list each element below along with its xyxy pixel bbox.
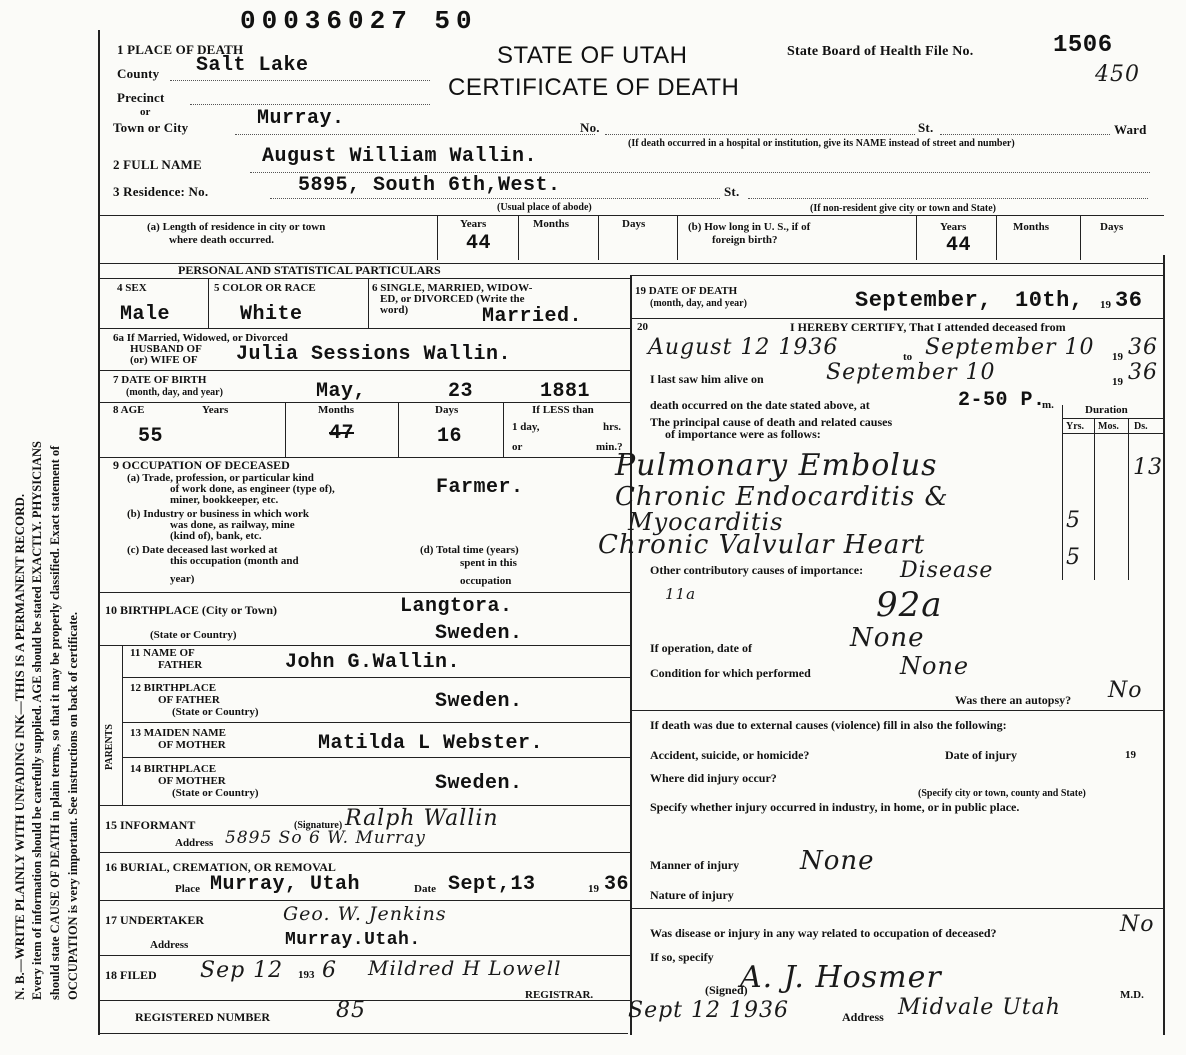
last-saw-year: 36 [1128,360,1158,385]
death-date-year-pre: 19 [1100,299,1111,311]
serial-number: 00036027 50 [240,6,478,36]
death-date-label-2: (month, day, and year) [650,298,747,309]
code-2: 92a [876,585,943,625]
town-value: Murray. [257,107,345,130]
res-b-box-1 [996,215,997,260]
certify-from: August 12 1936 [648,335,839,360]
res-a-box-left [437,215,438,260]
physician-sign-date: Sept 12 1936 [628,998,789,1023]
undertaker-label: 17 UNDERTAKER [105,913,205,927]
mother-birth-label-3: (State or Country) [172,787,259,799]
street-line [940,134,1110,135]
principal-1: The principal cause of death and related causes [650,415,893,429]
age-div-3 [503,402,504,457]
town-label: Town or City [113,120,189,135]
certify-20: 20 [637,321,648,333]
certify-to-year: 36 [1128,335,1158,360]
occupation-b-2: was done, as railway, mine [170,519,295,531]
external-causes: If death was due to external causes (violence) fill in also the following: [650,718,1007,732]
frame-right [1163,255,1165,1035]
dob-label-2: (month, day, and year) [126,387,223,398]
death-time-m: m. [1042,399,1054,411]
duration-label: Duration [1085,404,1128,416]
or-label: or [140,106,151,118]
res-a-box-2 [598,215,599,260]
instruction-line-3: should state CAUSE OF DEATH in plain terms, so that it may be properly classified. Exact statement of [48,445,62,1000]
res-b-box-2 [1080,215,1081,260]
rule-right-top [630,275,1164,276]
father-label-1: 11 NAME OF [130,647,195,659]
duration-rule-2 [1062,433,1164,434]
cause-4: Chronic Valvular Heart [598,530,926,560]
where-label: Where did injury occur? [650,771,777,785]
father-birth-label-2: OF FATHER [158,694,220,706]
personal-heading: PERSONAL AND STATISTICAL PARTICULARS [178,263,441,277]
condition-value: None [900,652,970,680]
certify-to-year-pre: 19 [1112,351,1123,363]
res-b-years-label: Years [940,221,967,233]
accident-label: Accident, suicide, or homicide? [650,748,810,762]
hospital-note: (If death occurred in a hospital or institution, give its NAME instead of street and number) [628,138,1015,149]
operation-label: If operation, date of [650,641,752,655]
rule-birthplace [98,645,630,646]
marital-label-3: word) [380,304,409,316]
informant-signature: Ralph Wallin [345,806,499,831]
autopsy-label: Was there an autopsy? [955,693,1072,707]
frame-bottom [98,1033,628,1034]
burial-label: 16 BURIAL, CREMATION, OR REMOVAL [105,860,336,874]
age-div-2 [398,402,399,457]
cause-3-years: 5 [1066,508,1081,533]
instruction-line-4: OCCUPATION is very important. See instructions on back of certificate. [66,611,80,1000]
physician-address-label: Address [842,1010,884,1024]
code-1: 11a [665,585,697,603]
occupation-value: Farmer. [436,476,524,499]
ward-label: Ward [1114,122,1147,137]
county-label: County [117,66,160,81]
res-b-box-left [916,215,917,260]
other-causes-label: Other contributory causes of importance: [650,563,864,577]
occupation-label: 9 OCCUPATION OF DECEASED [113,458,290,472]
manner-label: Manner of injury [650,858,740,872]
marital-value: Married. [482,305,583,328]
res-b-years: 44 [946,234,972,257]
instruction-line-1: N. B.—WRITE PLAINLY WITH UNFADING INK—THIS IS A PERMANENT RECORD. [12,493,27,1000]
death-date-label-1: 19 DATE OF DEATH [635,285,738,297]
full-name-line [250,172,1150,173]
rule-autopsy [630,710,1164,711]
birthplace-country: Sweden. [435,622,523,645]
burial-date: Sept,13 [448,873,536,896]
street-label: St. [918,120,934,135]
filed-year: 6 [322,958,337,983]
rule-father [122,677,630,678]
operation-value: None [850,623,925,653]
informant-sig-label: (Signature) [294,820,343,831]
certify-text: I HEREBY CERTIFY, That I attended deceased from [790,320,1066,334]
residence-value: 5895, South 6th,West. [298,174,561,197]
hrs-label: hrs. [603,421,622,433]
occupation-b-3: (kind of), bank, etc. [170,530,262,542]
md-label: M.D. [1120,989,1144,1001]
sex-value: Male [120,303,171,326]
last-saw-year-pre: 19 [1112,376,1123,388]
mother-value: Matilda L Webster. [318,732,544,755]
where-note: (Specify city or town, county and State) [918,788,1086,799]
informant-label: 15 INFORMANT [105,818,196,832]
age-years-label: Years [202,404,229,416]
autopsy-value: No [1108,678,1143,703]
spouse-label-2: HUSBAND OF [130,343,202,355]
town-line [235,134,595,135]
number-label: No. [580,120,600,135]
residence-b-label-1: (b) How long in U. S., if of [688,221,811,233]
birthplace-label: 10 BIRTHPLACE (City or Town) [105,603,278,617]
rule-father-birth [122,722,630,723]
parents-divider [122,645,123,805]
rule-informant [98,852,630,853]
certificate-title: CERTIFICATE OF DEATH [448,74,740,101]
mother-label-1: 13 MAIDEN NAME [130,727,226,739]
disease-answer: No [1120,912,1155,937]
residence-line [270,198,720,199]
min-label: min.? [596,441,623,453]
occupation-a-2: of work done, as engineer (type of), [170,483,335,495]
age-days-label: Days [435,404,459,416]
full-name-label: 2 FULL NAME [113,157,202,172]
occupation-d-3: occupation [460,575,512,587]
birthplace-country-label: (State or Country) [150,629,237,641]
full-name-value: August William Wallin. [262,145,538,168]
father-value: John G.Wallin. [285,651,461,674]
death-date-day: 10th, [1015,288,1084,313]
registrar-label: REGISTRAR. [525,989,594,1001]
residence-label: 3 Residence: No. [113,184,209,199]
file-number-handwritten: 450 [1095,62,1140,87]
cause-2: Chronic Endocarditis & [615,482,949,512]
burial-year: 36 [604,873,630,896]
color-divider [368,278,369,328]
dob-label-1: 7 DATE OF BIRTH [113,374,207,386]
age-div-1 [285,402,286,457]
instruction-line-2: Every item of information should be carefully supplied. AGE should be stated EXACTLY. PHYSICIANS [30,441,44,1000]
age-label: 8 AGE [113,404,145,416]
mother-label-2: OF MOTHER [158,739,226,751]
parents-side-label: PARENTS [104,724,115,770]
age-months-label: Months [318,404,355,416]
county-value: Salt Lake [196,54,309,77]
cause-1: Pulmonary Embolus [615,448,938,483]
color-label: 5 COLOR OR RACE [214,282,316,294]
duration-yrs: Yrs. [1066,421,1085,432]
duration-col-2 [1128,418,1129,580]
file-number: 1506 [1053,32,1113,59]
duration-rule [1062,418,1164,419]
spouse-label-1: 6a If Married, Widowed, or Divorced [113,332,288,344]
cause-4-years: 5 [1066,545,1081,570]
duration-col-1 [1094,418,1095,580]
father-label-2: FATHER [158,659,203,671]
center-divider [630,275,632,1035]
res-b-days-label: Days [1100,221,1124,233]
occupation-d-1: (d) Total time (years) [420,544,519,556]
non-resident-note: (If non-resident give city or town and State) [810,203,997,214]
or-label-age: or [512,441,523,453]
last-saw-label: I last saw him alive on [650,372,764,386]
marital-label-1: 6 SINGLE, MARRIED, WIDOW- [372,282,533,294]
sex-label: 4 SEX [117,282,147,294]
registered-number-label: REGISTERED NUMBER [135,1010,271,1024]
rule-mother [122,757,630,758]
informant-address: 5895 So 6 W. Murray [225,828,426,848]
undertaker-address: Murray.Utah. [285,930,421,950]
mother-birth-label-1: 14 BIRTHPLACE [130,763,217,775]
duration-ds: Ds. [1134,421,1148,432]
filed-date: Sep 12 [200,958,284,983]
death-time: 2-50 P. [958,389,1046,412]
number-line [605,134,915,135]
other-causes-value: Disease [900,558,994,583]
occurred-label: death occurred on the date stated above, at [650,398,870,412]
specify-injury: Specify whether injury occurred in industry, in home, or in public place. [650,800,1020,814]
age-years: 55 [138,425,164,448]
mother-birth-value: Sweden. [435,772,523,795]
rule-occupation [98,592,630,593]
less-than-2: 1 day, [512,421,540,433]
injury-year-label: 19 [1125,749,1136,761]
residence-street-label: St. [724,184,740,199]
dob-year: 1881 [540,380,591,403]
undertaker-value: Geo. W. Jenkins [283,903,447,925]
birthplace-city: Langtora. [400,595,513,618]
occupation-a-1: (a) Trade, profession, or particular kind [127,472,314,484]
file-number-label: State Board of Health File No. [787,44,974,59]
injury-date-label: Date of injury [945,748,1017,762]
disease-question: Was disease or injury in any way related to occupation of deceased? [650,926,997,940]
res-a-years: 44 [466,232,492,255]
usual-place-note: (Usual place of abode) [497,202,592,213]
place-of-death-label: 1 PLACE OF DEATH [117,42,244,57]
residence-b-label-2: foreign birth? [712,234,778,246]
certify-to-label: to [903,351,913,363]
father-birth-value: Sweden. [435,690,523,713]
res-a-years-label: Years [460,218,487,230]
res-b-months-label: Months [1013,221,1050,233]
death-date-month: September, [855,288,993,313]
if-so-label: If so, specify [650,950,714,964]
rule-burial [98,900,630,901]
marital-label-2: ED, or DIVORCED (Write the [380,293,525,305]
father-birth-label-1: 12 BIRTHPLACE [130,682,217,694]
sex-divider [208,278,209,328]
father-birth-label-3: (State or Country) [172,706,259,718]
occupation-c-3: year) [170,573,195,585]
manner-value: None [800,846,875,876]
informant-address-label: Address [175,837,214,849]
county-line [170,80,430,81]
spouse-label-3: (or) WIFE OF [130,354,198,366]
last-saw-date: September 10 [826,360,996,385]
rule-sex-row [98,328,630,329]
occupation-c-2: this occupation (month and [170,555,299,567]
occupation-c-1: (c) Date deceased last worked at [127,544,278,556]
frame-left [98,30,100,1035]
dob-month: May, [316,380,367,403]
precinct-label: Precinct [117,90,165,105]
duration-col-0 [1062,405,1063,580]
age-days: 16 [437,425,463,448]
condition-label: Condition for which performed [650,666,811,680]
res-a-box-1 [518,215,519,260]
res-a-box-3 [677,215,678,260]
rule-personal-heading [98,278,630,279]
occupation-b-1: (b) Industry or business in which work [127,508,309,520]
state-title: STATE OF UTAH [497,42,688,69]
certify-to: September 10 [925,335,1095,360]
age-months: 47 [329,422,355,445]
dob-day: 23 [448,380,474,403]
duration-mos: Mos. [1098,421,1119,432]
nature-label: Nature of injury [650,888,734,902]
filed-label: 18 FILED [105,968,157,982]
less-than-1: If LESS than [532,404,594,416]
rule-dob-row [98,402,630,403]
signed-label: (Signed) [705,983,748,997]
registered-number: 85 [336,998,366,1023]
burial-year-pre: 19 [588,883,599,895]
rule-death-date [630,318,1164,319]
cause-1-days: 13 [1133,455,1163,480]
rule-nature [630,908,1164,909]
occupation-d-2: spent in this [460,557,517,569]
undertaker-address-label: Address [150,939,189,951]
precinct-line [190,104,430,105]
principal-2: of importance were as follows: [665,427,821,441]
spouse-value: Julia Sessions Wallin. [236,343,512,366]
residence-street-line [748,198,1148,199]
res-a-days-label: Days [622,218,646,230]
physician-signature: A. J. Hosmer [740,960,942,995]
burial-place-label: Place [175,883,201,895]
mother-birth-label-2: OF MOTHER [158,775,226,787]
residence-a-label-1: (a) Length of residence in city or town [147,221,326,233]
rule-residence [98,215,1164,216]
rule-spouse-row [98,370,630,371]
filed-year-pre: 193 [298,969,315,981]
burial-place: Murray, Utah [210,873,361,896]
cause-3: Myocarditis [628,508,784,536]
burial-date-label: Date [414,883,436,895]
registrar-signature: Mildred H Lowell [368,956,562,980]
residence-a-label-2: where death occurred. [169,234,274,246]
death-date-year: 36 [1115,288,1143,313]
occupation-a-3: miner, bookkeeper, etc. [170,494,279,506]
color-value: White [240,303,303,326]
res-a-months-label: Months [533,218,570,230]
physician-address: Midvale Utah [898,995,1061,1020]
